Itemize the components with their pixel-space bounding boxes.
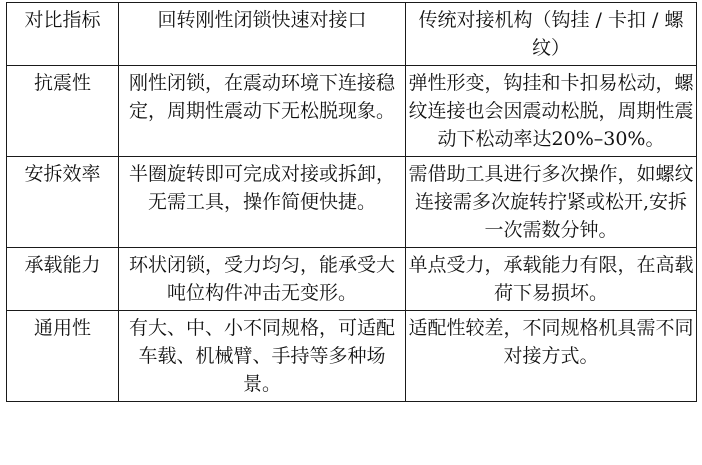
table-row (7, 157, 697, 248)
row-metric-cell: 安拆效率 (7, 157, 119, 248)
table-header-row (7, 3, 697, 66)
header-metric-cell: 对比指标 (7, 3, 119, 66)
row-traditional-cell: 单点受力，承载能力有限，在高载荷下易损坏。 (406, 248, 697, 311)
row-metric-cell: 抗震性 (7, 66, 119, 157)
table-row (7, 311, 697, 402)
row-traditional-cell: 弹性形变，钩挂和卡扣易松动，螺纹连接也会因震动松脱，周期性震动下松动率达20%–30%。 (406, 66, 697, 157)
header-rotary-cell: 回转刚性闭锁快速对接口 (119, 3, 406, 66)
table-row (7, 66, 697, 157)
row-traditional-cell: 需借助工具进行多次操作，如螺纹连接需多次旋转拧紧或松开,安拆一次需数分钟。 (406, 157, 697, 248)
table-row (7, 248, 697, 311)
row-rotary-cell: 半圈旋转即可完成对接或拆卸，无需工具，操作简便快捷。 (119, 157, 406, 248)
header-traditional-cell: 传统对接机构（钩挂 / 卡扣 / 螺纹） (406, 3, 697, 66)
row-rotary-cell: 有大、中、小不同规格，可适配车载、机械臂、手持等多种场景。 (119, 311, 406, 402)
comparison-table (6, 2, 697, 402)
row-metric-cell: 通用性 (7, 311, 119, 402)
row-rotary-cell: 刚性闭锁，在震动环境下连接稳定，周期性震动下无松脱现象。 (119, 66, 406, 157)
row-metric-cell: 承载能力 (7, 248, 119, 311)
row-rotary-cell: 环状闭锁，受力均匀，能承受大吨位构件冲击无变形。 (119, 248, 406, 311)
row-traditional-cell: 适配性较差，不同规格机具需不同对接方式。 (406, 311, 697, 402)
